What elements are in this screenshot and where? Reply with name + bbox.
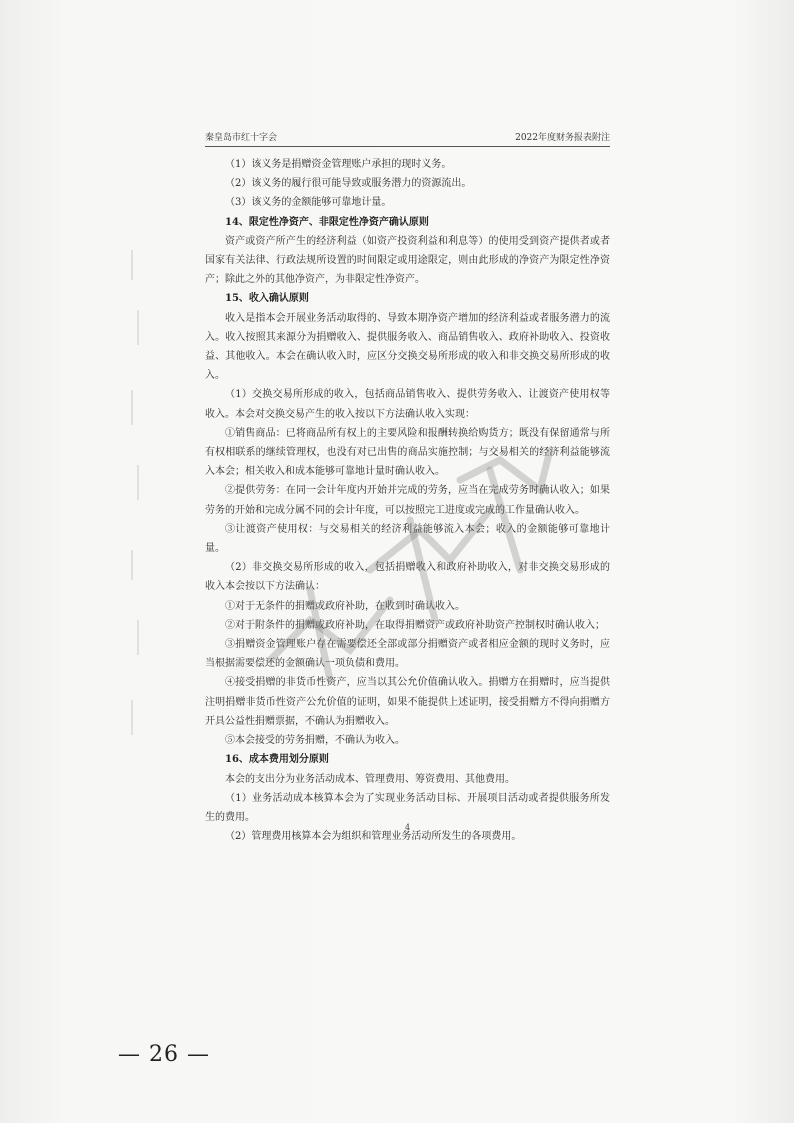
header-org: 秦皇岛市红十字会 [205, 133, 278, 143]
paragraph: ③让渡资产使用权：与交易相关的经济利益能够流入本会；收入的金额能够可靠地计量。 [205, 523, 610, 555]
section-heading: 14、限定性净资产、非限定性净资产确认原则 [225, 216, 429, 228]
paragraph: （3）该义务的金额能够可靠地计量。 [225, 197, 392, 209]
document-body [205, 155, 610, 846]
paragraph: （2）该义务的履行很可能导致或服务潜力的资源流出。 [225, 178, 472, 190]
paragraph: ③捐赠资金管理账户存在需要偿还全部或部分捐赠资产或者相应金额的现时义务时，应当根据需要偿还的金额确认一项负债和费用。 [205, 639, 610, 670]
binding-marks [128, 250, 148, 770]
page-number: 4 [405, 823, 411, 832]
section-heading: 15、收入确认原则 [225, 293, 309, 305]
paragraph: （1）业务活动成本核算本会为了实现业务活动目标、开展项目活动或者提供服务所发生的费用。 [205, 792, 610, 823]
paragraph: 本会的支出分为业务活动成本、管理费用、筹资费用、其他费用。 [225, 773, 515, 785]
paragraph: ①对于无条件的捐赠或政府补助，在收到时确认收入。 [225, 600, 465, 612]
header-doc-title: 2022年度财务报表附注 [515, 133, 610, 143]
paragraph: 收入是指本会开展业务活动取得的、导致本期净资产增加的经济利益或者服务潜力的流入。收入按照其来源分为捐赠收入、提供服务收入、商品销售收入、政府补助收入、投资收益、其他收入。本会在确认收入时，应区分交换交易所形成的收入和非交换交易所形成的收入。 [205, 312, 610, 382]
paragraph: （1）该义务是捐赠资金管理账户承担的现时义务。 [225, 159, 452, 170]
paragraph: 资产或资产所产生的经济利益（如资产投资利益和利息等）的使用受到资产提供者或者国家有关法律、行政法规所设置的时间限定或用途限定，则由此形成的净资产为限定性净资产；除此之外的其他净资产，为非限定性净资产。 [205, 235, 610, 286]
paragraph: （2）管理费用核算本会为组织和管理业务活动所发生的各项费用。 [225, 831, 522, 843]
paragraph: （2）非交换交易所形成的收入，包括捐赠收入和政府补助收入，对非交换交易形成的收入本会按以下方法确认： [205, 562, 610, 593]
paragraph: ①销售商品：已将商品所有权上的主要风险和报酬转换给购货方；既没有保留通常与所有权相联系的继续管理权，也没有对已出售的商品实施控制；与交易相关的经济利益能够流入本会；相关收入和成本能够可靠地计量时确认收入。 [205, 427, 610, 478]
paragraph: ②对于附条件的捐赠或政府补助，在取得捐赠资产或政府补助资产控制权时确认收入； [225, 619, 605, 631]
header-rule [205, 146, 610, 147]
paragraph: ②提供劳务：在同一会计年度内开始并完成的劳务，应当在完成劳务时确认收入；如果劳务的开始和完成分属不同的会计年度，可以按照完工进度或完成的工作量确认收入。 [205, 485, 610, 516]
page-header [205, 130, 610, 146]
paragraph: ⑤本会接受的劳务捐赠，不确认为收入。 [225, 735, 405, 747]
section-heading: 16、成本费用划分原则 [225, 754, 329, 766]
footer-page-number: — 26 — [118, 1042, 210, 1067]
paragraph: ④接受捐赠的非货币性资产，应当以其公允价值确认收入。捐赠方在捐赠时，应当提供注明捐赠非货币性资产公允价值的证明，如果不能提供上述证明，接受捐赠方不得向捐赠方开具公益性捐赠票据，不确认为捐赠收入。 [205, 677, 610, 727]
paragraph: （1）交换交易所形成的收入，包括商品销售收入、提供劳务收入、让渡资产使用权等收入。本会对交换交易产生的收入按以下方法确认收入实现： [205, 389, 610, 420]
